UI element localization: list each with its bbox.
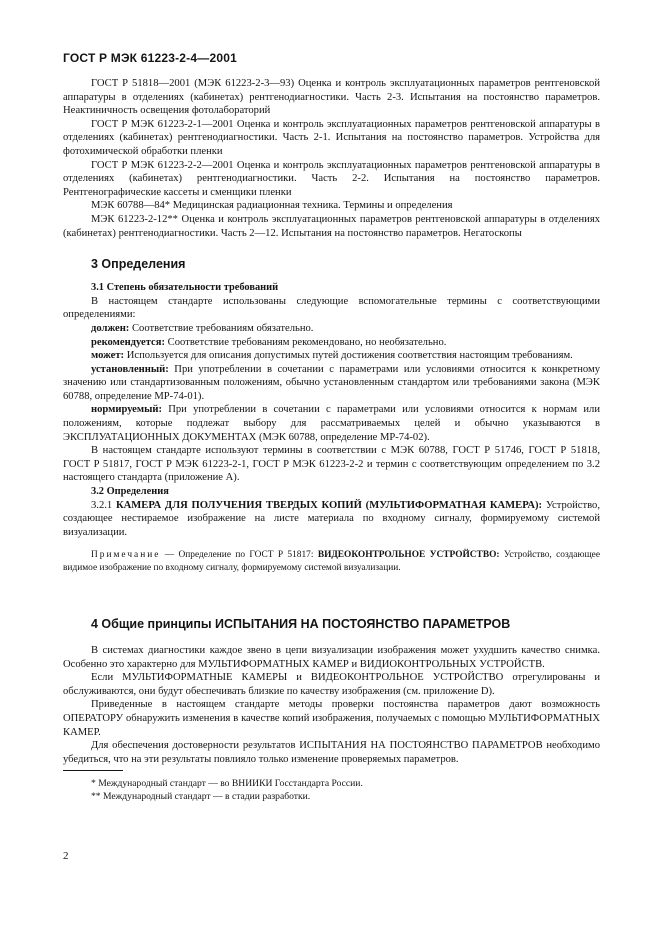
document-header: ГОСТ Р МЭК 61223-2-4—2001	[63, 51, 237, 65]
page-number: 2	[63, 850, 69, 862]
subsection-3-2-heading: 3.2 Определения	[91, 486, 169, 498]
note-label: Примечание	[91, 550, 161, 561]
definitions-intro: В настоящем стандарте использованы следующие вспомогательные термины с соответствующими определениями:	[63, 295, 600, 321]
term-definition	[63, 349, 600, 363]
page-content	[63, 77, 600, 803]
reference-item: МЭК 60788—84* Медицинская радиационная техника. Термины и определения	[91, 200, 453, 212]
term-text: При употреблении в сочетании с параметрами или условиями относится к конкретному значению или стандартизованным положениям, обычно установленным стандартом или требованиями закона (МЭК 60788, определение МР-74-01).	[63, 363, 600, 402]
footnote: ** Международный стандарт — в стадии разработки.	[91, 791, 311, 803]
term-text: При употреблении в сочетании с параметрами или условиями относится к нормам или положениям, которые подлежат выбору для рассматриваемых целей и обычно указываются в ЭКСПЛУАТАЦИОННЫХ ДОКУМЕНТАХ (МЭК 60788, определение МР-74-02).	[63, 404, 600, 443]
note-paragraph	[63, 549, 600, 575]
section-3-heading: 3 Определения	[91, 257, 186, 272]
term-label: может:	[91, 350, 125, 362]
section-4-paragraph: Для обеспечения достоверности результатов ИСПЫТАНИЯ НА ПОСТОЯНСТВО ПАРАМЕТРОВ необходимо убедиться, что на эти результаты повлияло только изменение проверяемых параметров.	[63, 740, 600, 765]
definition-text: Устройство, создающее нестираемое изображение на листе материала по входному сигналу, формируемому системой визуализации.	[63, 499, 600, 538]
note-text: Устройство, создающее видимое изображение по входному сигналу, формируемому системой визуализации.	[63, 550, 600, 574]
section-4-paragraph: Если МУЛЬТИФОРМАТНЫЕ КАМЕРЫ и ВИДЕОКОНТРОЛЬНОЕ УСТРОЙСТВО отрегулированы и обслуживаются, они будут обеспечивать близкие по качеству изображения (см. приложение D).	[63, 672, 600, 697]
reference-item: ГОСТ Р МЭК 61223-2-1—2001 Оценка и контроль эксплуатационных параметров рентгеновской аппаратуры в отделениях (кабинетах) рентгенодиагностики. Часть 2-1. Испытания на постоянство параметров. Устройства для фотохимической обработки пленки	[63, 118, 600, 157]
term-definition	[63, 336, 600, 350]
definition-3-2-1	[63, 499, 600, 540]
term-text: Используется для описания допустимых путей достижения соответствия настоящим требованиям.	[124, 350, 573, 362]
term-label: должен:	[91, 322, 130, 334]
term-label: рекомендуется:	[91, 336, 166, 348]
reference-item: ГОСТ Р 51818—2001 (МЭК 61223-2-3—93) Оценка и контроль эксплуатационных параметров рентгеновской аппаратуры в отделениях (кабинетах) рентгенодиагностики. Часть 2-3. Испытания на постоянство параметров. Неактиничность освещения фотолабораторий	[63, 78, 600, 117]
subsection-3-1-heading: 3.1 Степень обязательности требований	[91, 282, 279, 294]
term-text: Соответствие требованиям обязательно.	[129, 322, 314, 334]
definition-number: 3.2.1	[91, 499, 113, 511]
term-text: Соответствие требованиям рекомендовано, но необязательно.	[165, 336, 447, 348]
term-definition	[63, 322, 600, 336]
term-definition	[63, 403, 600, 444]
terms-reference-paragraph: В настоящем стандарте используют термины в соответствии с МЭК 60788, ГОСТ Р 51746, ГОСТ Р 51818, ГОСТ Р 51817, ГОСТ Р МЭК 61223-2-1, ГОСТ Р МЭК 61223-2-2 и термин с соответствующим определением по 3.2 настоящего стандарта (приложение А).	[63, 445, 600, 484]
section-4-paragraph: В системах диагностики каждое звено в цепи визуализации изображения может ухудшить качество снимка. Особенно это характерно для МУЛЬТИФОРМАТНЫХ КАМЕР и ВИДИОКОНТРОЛЬНЫХ УСТРОЙСТВ.	[63, 645, 600, 670]
definition-term: КАМЕРА ДЛЯ ПОЛУЧЕНИЯ ТВЕРДЫХ КОПИЙ (МУЛЬТИФОРМАТНАЯ КАМЕРА):	[115, 499, 543, 511]
note-intro: — Определение по ГОСТ Р 51817:	[160, 550, 318, 561]
term-label: установленный:	[91, 363, 169, 375]
section-4-heading: 4 Общие принципы ИСПЫТАНИЯ НА ПОСТОЯНСТВО ПАРАМЕТРОВ	[91, 617, 511, 631]
footnote: * Международный стандарт — во ВНИИКИ Госстандарта России.	[91, 778, 363, 790]
footnote-separator	[63, 770, 123, 771]
reference-item: ГОСТ Р МЭК 61223-2-2—2001 Оценка и контроль эксплуатационных параметров рентгеновской аппаратуры в отделениях (кабинетах) рентгенодиагностики. Часть 2-2. Испытания на постоянство параметров. Рентгенографические кассеты и сменщики пленки	[63, 159, 600, 198]
section-4-paragraph: Приведенные в настоящем стандарте методы проверки постоянства параметров дают возможность ОПЕРАТОРУ обнаружить изменения в качестве копий изображения, получаемых с помощью МУЛЬТИФОРМАТНЫХ КАМЕР.	[63, 699, 600, 738]
note-term: ВИДЕОКОНТРОЛЬНОЕ УСТРОЙСТВО:	[317, 550, 500, 561]
term-definition	[63, 363, 600, 404]
reference-item: МЭК 61223-2-12** Оценка и контроль эксплуатационных параметров рентгеновской аппаратуры в отделениях (кабинетах) рентгенодиагностики. Часть 2—12. Испытания на постоянство параметров. Негатоскопы	[63, 213, 600, 239]
term-label: нормируемый:	[91, 404, 162, 416]
